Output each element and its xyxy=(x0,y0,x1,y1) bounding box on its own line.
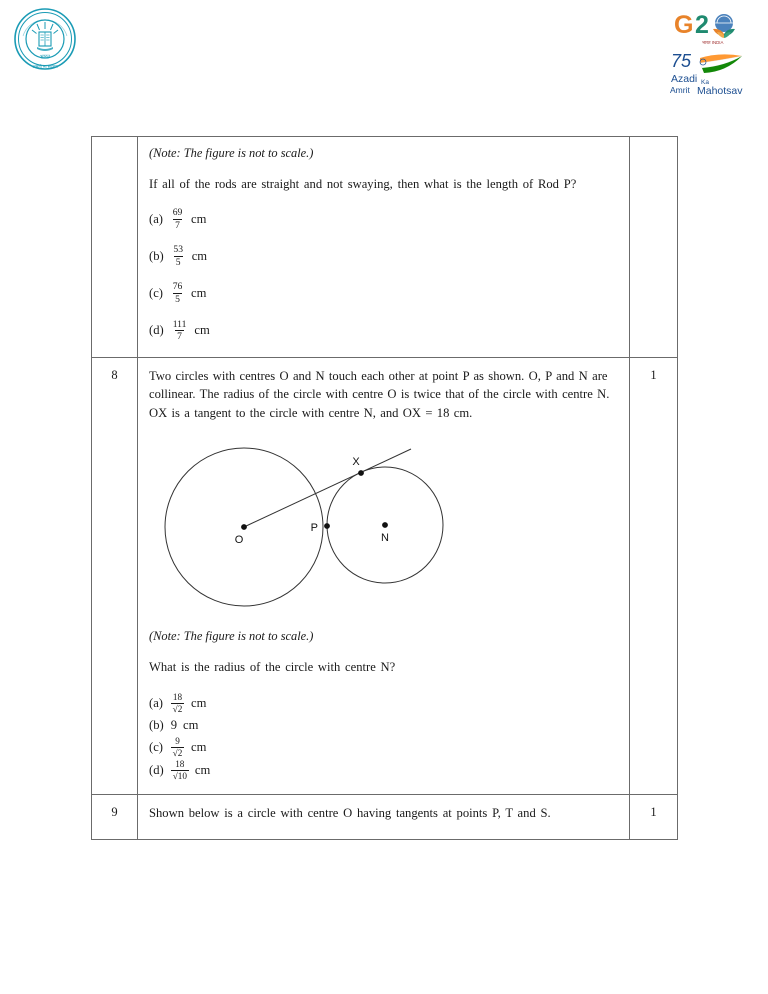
question-number: 8 xyxy=(111,367,118,382)
g20-logo xyxy=(672,7,764,47)
marks-value: 1 xyxy=(650,367,657,382)
option-unit: cm xyxy=(190,286,207,301)
option-item[interactable] xyxy=(149,245,620,267)
option-tag: (a) xyxy=(149,211,163,226)
option-fraction xyxy=(170,693,185,714)
g20-letter-g: G xyxy=(674,11,694,39)
option-unit: cm xyxy=(194,763,211,778)
option-tag: (c) xyxy=(149,740,163,755)
figure-note: (Note: The figure is not to scale.) xyxy=(149,146,314,160)
option-tag: (d) xyxy=(149,323,164,338)
figure-note: (Note: The figure is not to scale.) xyxy=(149,628,314,643)
marks-value: 1 xyxy=(650,805,657,820)
g20-subtext: भारत INDIA xyxy=(702,40,724,45)
azadi-word: Azadi xyxy=(671,73,698,85)
table-row xyxy=(92,357,678,795)
fraction-numerator: 18 xyxy=(175,759,185,770)
table-row xyxy=(92,795,678,840)
question-sub-text: What is the radius of the circle with centre N? xyxy=(149,659,396,674)
question-text: Shown below is a circle with centre O having tangents at points P, T and S. xyxy=(149,806,551,821)
question-number xyxy=(92,137,137,146)
option-fraction xyxy=(170,282,185,304)
question-number: 9 xyxy=(111,805,118,820)
option-tag: (b) xyxy=(149,248,164,263)
fraction-numerator: 53 xyxy=(173,244,183,256)
cbse-motto-text: असतो मा सद्गमय xyxy=(32,64,58,69)
page-header xyxy=(0,0,768,130)
option-item[interactable] xyxy=(149,208,620,230)
option-fraction xyxy=(171,245,186,267)
azadi-ka-word: Ka xyxy=(701,79,709,86)
azadi-number: 75 xyxy=(671,51,692,71)
table-row xyxy=(92,137,678,358)
amrit-word: Amrit xyxy=(670,85,690,95)
fraction-numerator: 9 xyxy=(175,735,180,746)
option-tag: (a) xyxy=(149,695,163,710)
point-x-dot xyxy=(358,470,364,476)
label-x: X xyxy=(352,455,360,468)
option-item[interactable] xyxy=(149,693,620,714)
option-unit: cm xyxy=(190,740,207,755)
option-value: 9 xyxy=(170,718,177,732)
fraction-numerator: 69 xyxy=(172,206,183,218)
fraction-denominator: 7 xyxy=(175,219,180,231)
question-table xyxy=(91,136,678,840)
option-unit: cm xyxy=(190,211,207,226)
option-tag: (d) xyxy=(149,763,164,778)
fraction-numerator: 18 xyxy=(172,691,183,702)
tricolour-ribbon-icon xyxy=(700,54,742,73)
fraction-numerator: 111 xyxy=(172,318,187,330)
fraction-denominator: √10 xyxy=(172,771,187,782)
mahotsav-word: Mahotsav xyxy=(697,85,743,97)
option-fraction xyxy=(171,320,189,342)
option-fraction xyxy=(170,208,185,230)
option-item[interactable] xyxy=(149,320,620,342)
point-n-dot xyxy=(382,522,388,528)
option-unit: cm xyxy=(190,695,207,710)
fraction-denominator: 7 xyxy=(177,331,182,343)
option-fraction xyxy=(171,760,189,781)
option-unit: cm xyxy=(191,248,208,263)
g20-digit-2: 2 xyxy=(695,11,709,39)
fraction-numerator: 76 xyxy=(172,281,183,293)
option-fraction xyxy=(170,737,185,758)
cbse-emblem-logo xyxy=(13,6,77,80)
marks-value xyxy=(630,137,677,146)
label-p: P xyxy=(310,521,318,534)
fraction-denominator: √2 xyxy=(172,703,183,714)
option-item[interactable] xyxy=(149,716,620,735)
options-list xyxy=(149,693,620,782)
fraction-denominator: 5 xyxy=(175,293,180,305)
azadi-ka-amrit-mahotsav-logo xyxy=(670,49,766,97)
option-item[interactable] xyxy=(149,760,620,781)
option-item[interactable] xyxy=(149,737,620,758)
fraction-denominator: √2 xyxy=(172,747,183,758)
label-n: N xyxy=(381,531,389,544)
label-o: O xyxy=(234,533,244,546)
options-list xyxy=(149,208,620,342)
point-o-dot xyxy=(241,524,247,530)
option-unit: cm xyxy=(194,323,210,338)
question-text: If all of the rods are straight and not swaying, then what is the length of Rod P? xyxy=(149,177,577,192)
option-tag: (c) xyxy=(149,286,163,301)
option-item[interactable] xyxy=(149,282,620,304)
option-unit: cm xyxy=(182,718,199,732)
two-circles-figure xyxy=(149,435,620,617)
cbse-bharat-text: भारत xyxy=(40,54,50,60)
point-p-dot xyxy=(324,523,330,529)
fraction-denominator: 5 xyxy=(175,256,181,268)
question-text: Two circles with centres O and N touch each other at point P as shown. O, P and N are collinear. The radius of the circle with centre O is twice that of the circle with centre N. OX is a tangent to the circle with centre N, and OX = 18 cm. xyxy=(149,368,610,420)
option-tag: (b) xyxy=(149,718,164,732)
